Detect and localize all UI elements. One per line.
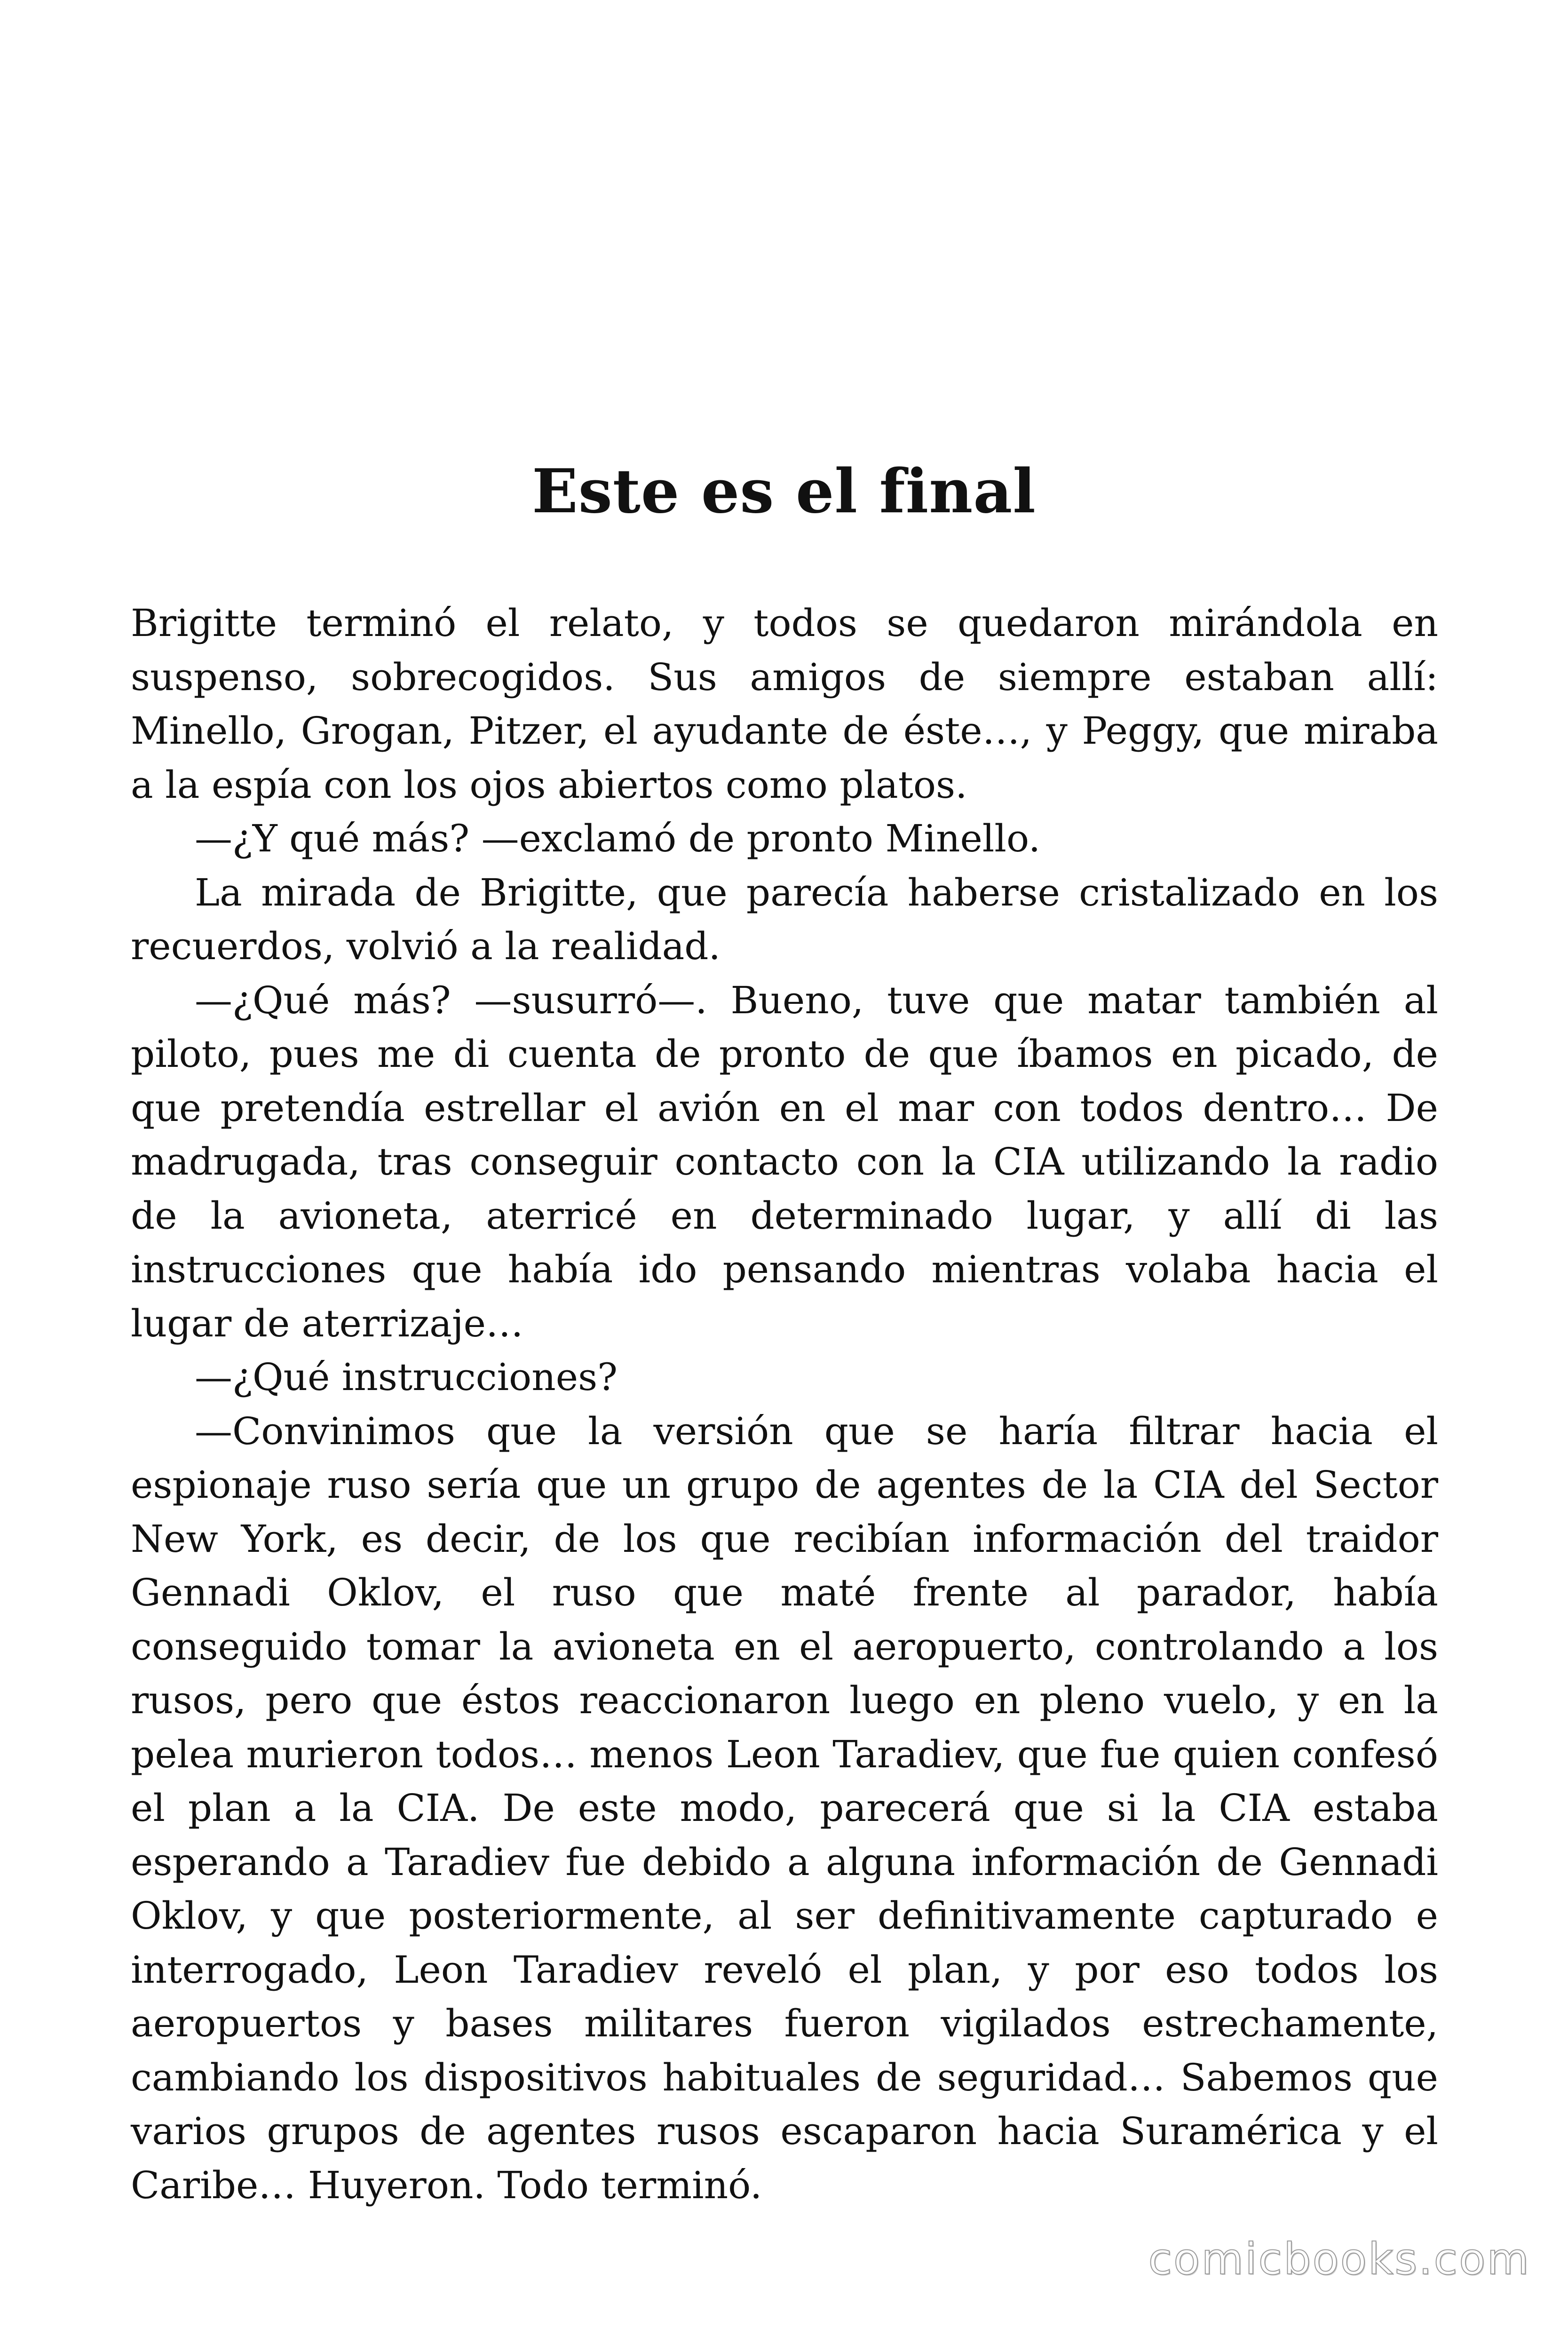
paragraph-1: Brigitte terminó el relato, y todos se quedaron mirándola en suspenso, sobrecogidos. Sus amigos de siempre estaban allí: Minello, Grogan, Pitzer, el ayudante de éste…, y Peggy, que miraba a la espía con los ojos abiertos como platos.: [131, 601, 1438, 807]
paragraph-5: —¿Qué instrucciones?: [195, 1355, 618, 1399]
chapter-title: Este es el final: [532, 456, 1036, 527]
paragraph-3: La mirada de Brigitte, que parecía haberse cristalizado en los recuerdos, volvió a la realidad.: [131, 870, 1438, 968]
paragraph-2: —¿Y qué más? —exclamó de pronto Minello.: [195, 817, 1041, 860]
watermark: comicbooks.com: [1148, 2234, 1530, 2284]
paragraph-6: —Convinimos que la versión que se haría filtrar hacia el espionaje ruso sería que un grupo de agentes de la CIA del Sector New York, es decir, de los que recibían información del traidor Gennadi Oklov, el ruso que maté frente al parador, había conseguido tomar la avioneta en el aeropuerto, controlando a los rusos, pero que éstos reaccionaron luego en pleno vuelo, y en la pelea murieron todos… menos Leon Taradiev, que fue quien confesó el plan a la CIA. De este modo, parecerá que si la CIA estaba esperando a Taradiev fue debido a alguna información de Gennadi Oklov, y que posteriormente, al ser definitivamente capturado e interrogado, Leon Taradiev reveló el plan, y por eso todos los aeropuertos y bases militares fueron vigilados estrechamente, cambiando los dispositivos habituales de seguridad… Sabemos que varios grupos de agentes rusos escaparon hacia Suramérica y el Caribe… Huyeron. Todo terminó.: [131, 1409, 1438, 2207]
chapter-body: [131, 596, 1438, 2212]
paragraph-4: —¿Qué más? —susurró—. Bueno, tuve que matar también al piloto, pues me di cuenta de pronto de que íbamos en picado, de que pretendía estrellar el avión en el mar con todos dentro… De madrugada, tras conseguir contacto con la CIA utilizando la radio de la avioneta, aterricé en determinado lugar, y allí di las instrucciones que había ido pensando mientras volaba hacia el lugar de aterrizaje…: [131, 978, 1438, 1345]
